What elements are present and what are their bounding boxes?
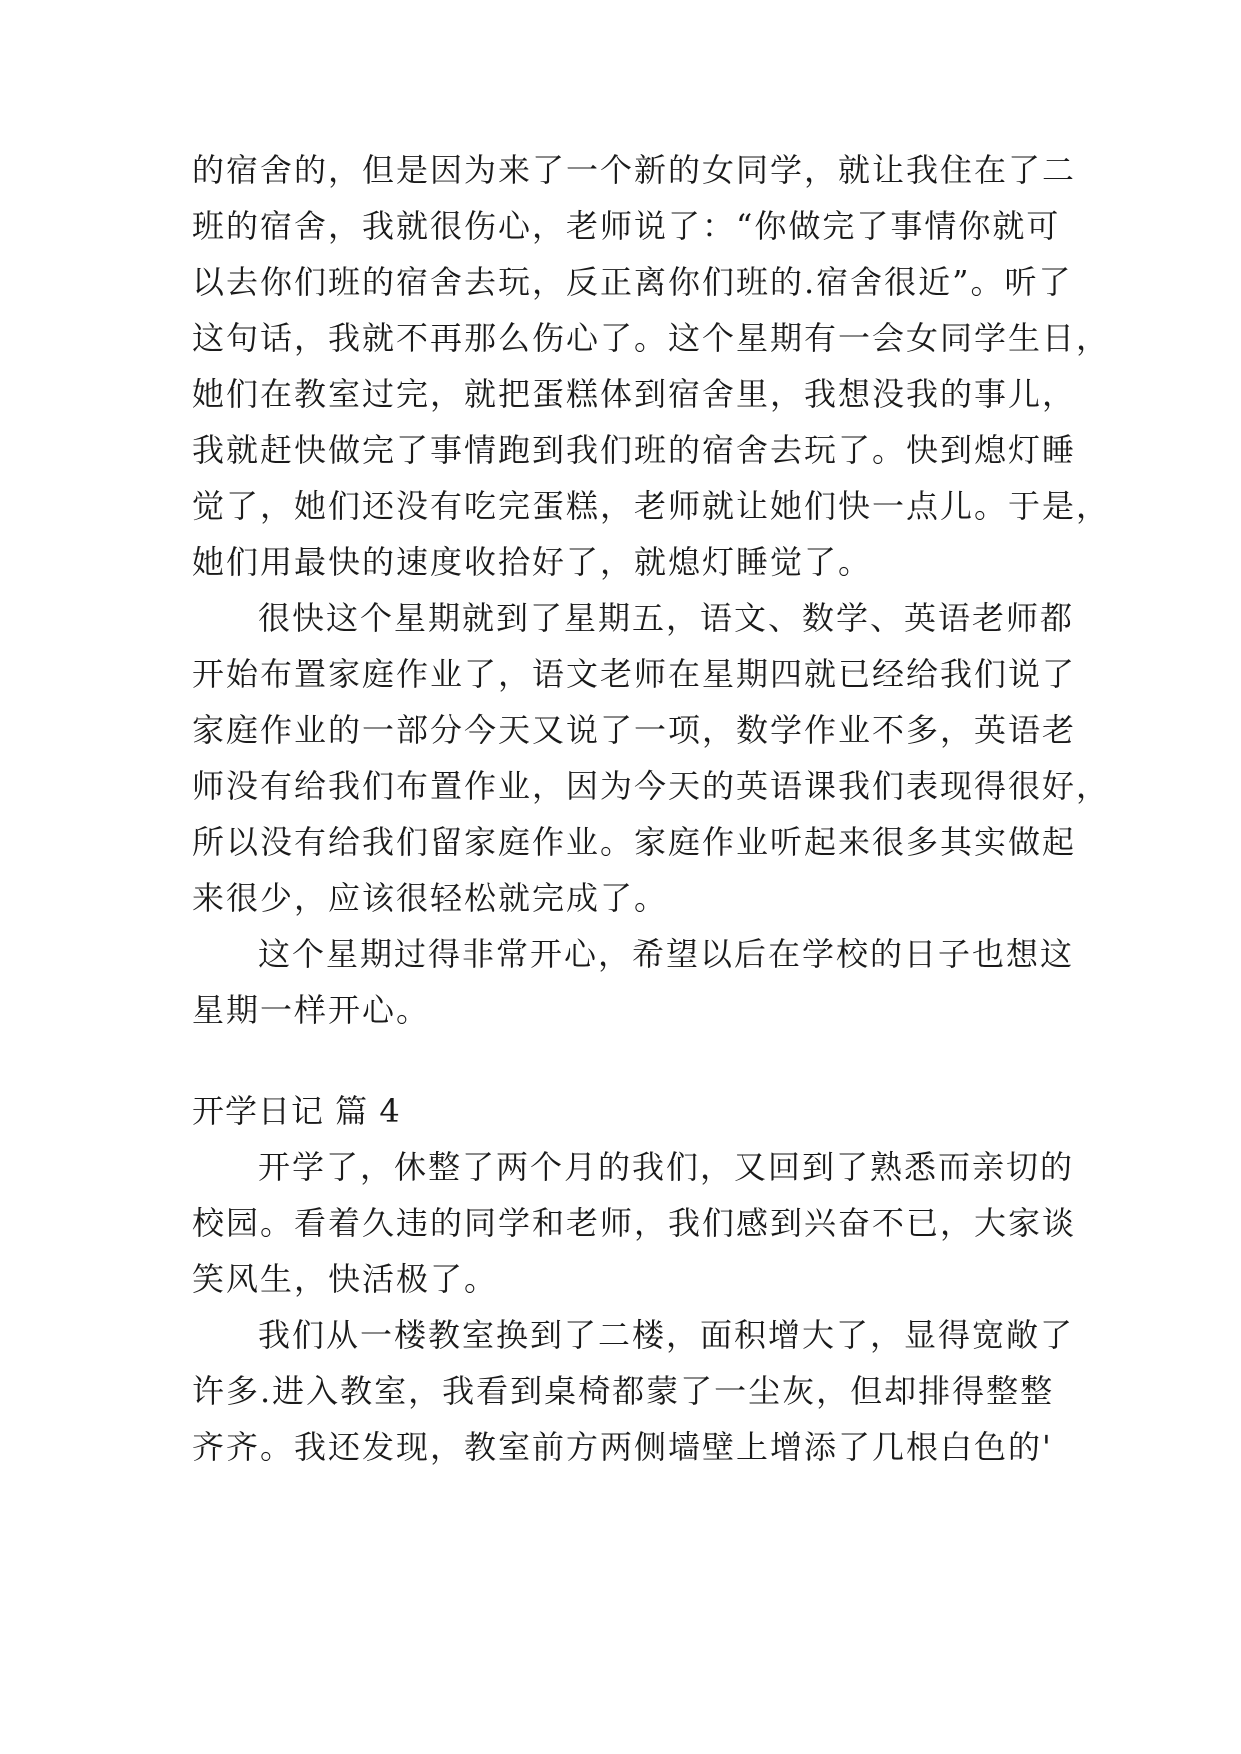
text-line: 许多.进入教室，我看到桌椅都蒙了一尘灰，但却排得整整	[192, 1372, 1055, 1410]
paragraph-first-line: 很快这个星期就到了星期五，语文、数学、英语老师都	[258, 599, 1075, 637]
paragraph-first-line: 开学了，休整了两个月的我们，又回到了熟悉而亲切的	[258, 1148, 1075, 1186]
text-line: 家庭作业的一部分今天又说了一项，数学作业不多，英语老	[192, 711, 1077, 749]
text-line: 校园。看着久违的同学和老师，我们感到兴奋不已，大家谈	[192, 1204, 1077, 1242]
text-line: 班的宿舍，我就很伤心，老师说了：“你做完了事情你就可	[192, 207, 1061, 245]
text-line: 我就赶快做完了事情跑到我们班的宿舍去玩了。快到熄灯睡	[192, 431, 1077, 469]
text-line: 以去你们班的宿舍去玩，反正离你们班的.宿舍很近”。听了	[192, 263, 1073, 301]
paragraph-first-line: 我们从一楼教室换到了二楼，面积增大了，显得宽敞了	[258, 1316, 1075, 1354]
text-line: 的宿舍的，但是因为来了一个新的女同学，就让我住在了二	[192, 151, 1077, 189]
text-line: 开始布置家庭作业了，语文老师在星期四就已经给我们说了	[192, 655, 1077, 693]
text-line: 她们在教室过完，就把蛋糕体到宿舍里，我想没我的事儿，	[192, 375, 1077, 413]
text-line: 她们用最快的速度收拾好了，就熄灯睡觉了。	[192, 543, 873, 581]
text-line: 师没有给我们布置作业，因为今天的英语课我们表现得很好，	[192, 767, 1111, 805]
section-heading: 开学日记 篇 4	[192, 1092, 401, 1130]
text-line: 这句话，我就不再那么伤心了。这个星期有一会女同学生日，	[192, 319, 1111, 357]
paragraph-first-line: 这个星期过得非常开心，希望以后在学校的日子也想这	[258, 935, 1075, 973]
text-line: 来很少，应该很轻松就完成了。	[192, 879, 669, 917]
text-line: 觉了，她们还没有吃完蛋糕，老师就让她们快一点儿。于是，	[192, 487, 1111, 525]
text-line: 星期一样开心。	[192, 991, 431, 1029]
text-line: 笑风生，快活极了。	[192, 1260, 499, 1298]
text-line: 所以没有给我们留家庭作业。家庭作业听起来很多其实做起	[192, 823, 1077, 861]
text-line: 齐齐。我还发现，教室前方两侧墙壁上增添了几根白色的'	[192, 1428, 1053, 1466]
